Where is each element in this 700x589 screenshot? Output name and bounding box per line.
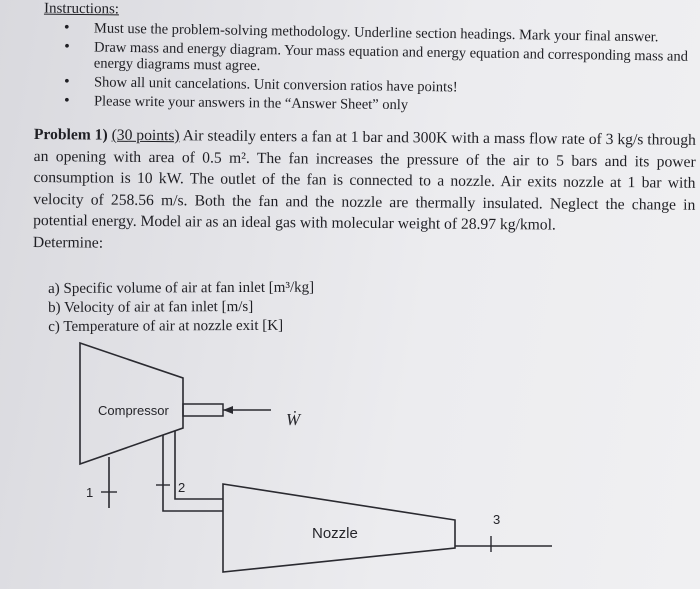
- question-list: [48, 279, 314, 337]
- question-b: b) Velocity of air at fan inlet [m/s]: [48, 298, 254, 316]
- question-a: a) Specific volume of air at fan inlet [m³/kg]: [48, 279, 315, 297]
- problem-statement: [33, 124, 696, 259]
- process-diagram: [0, 340, 700, 589]
- instruction-item: • Show all unit cancelations. Unit conversion ratios have points!: [64, 74, 694, 99]
- problem-points: (30 points): [111, 126, 180, 145]
- state-3-label: 3: [493, 512, 501, 527]
- instructions-list: [64, 20, 694, 112]
- nozzle-label: Nozzle: [312, 525, 358, 542]
- state-1-label: 1: [86, 485, 94, 500]
- problem-text: Air steadily enters a fan at 1 bar and 300K with a mass flow rate of 3 kg/s through an opening with area of 0.5 m². The fan increases the pressure of the air to 5 bars and its power consumption is 10 kW. The outlet of the fan is connected to a nozzle. Air exits nozzle at 1 bar with velocity of 258.56 m/s. Both the fan and the nozzle are thermally insulated. Neglect the change in potential energy. Model air as an ideal gas with molecular weight of 28.97 kg/kmol.: [33, 127, 696, 234]
- determine-label: Determine:: [32, 233, 104, 252]
- instruction-item: • Must use the problem-solving methodology. Underline section headings. Mark your final answer.: [64, 20, 694, 46]
- compressor-label: Compressor: [98, 403, 169, 418]
- question-c: c) Temperature of air at nozzle exit [K]: [48, 317, 284, 335]
- instruction-item: • Please write your answers in the “Answer Sheet” only: [64, 93, 694, 117]
- work-label: Ẇ: [286, 410, 301, 429]
- shaft: [183, 404, 223, 416]
- work-arrow-head: [223, 406, 233, 414]
- instruction-item: • Draw mass and energy diagram. Your mass equation and energy equation and corresponding mass and energy diagrams must agree.: [64, 39, 694, 81]
- instructions-heading: Instructions:: [43, 0, 120, 18]
- problem-number: Problem 1): [33, 125, 108, 144]
- state-2-label: 2: [178, 480, 186, 495]
